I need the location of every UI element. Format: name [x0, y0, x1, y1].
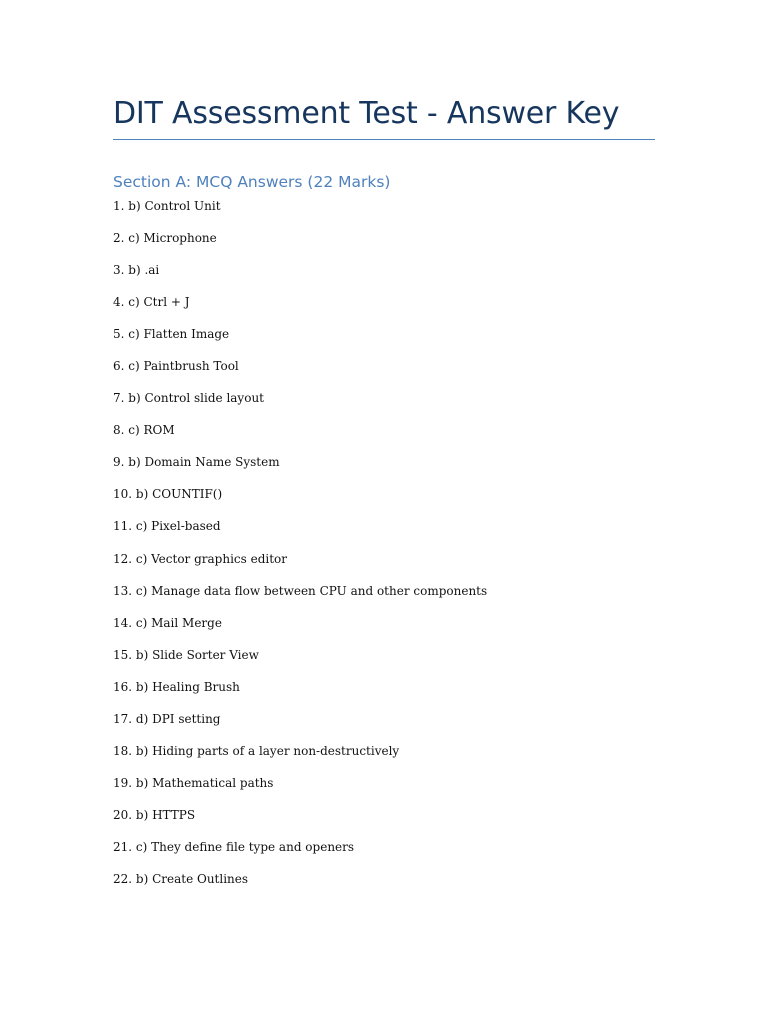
- answer-item: 7. b) Control slide layout: [113, 391, 264, 406]
- answer-list: [113, 196, 487, 901]
- answer-item: 15. b) Slide Sorter View: [113, 647, 259, 662]
- answer-item: 19. b) Mathematical paths: [113, 775, 274, 790]
- answer-item: 3. b) .ai: [113, 263, 160, 278]
- answer-item: 14. c) Mail Merge: [113, 615, 222, 630]
- answer-item: 18. b) Hiding parts of a layer non-destructively: [113, 743, 400, 758]
- section-a-heading: Section A: MCQ Answers (22 Marks): [113, 173, 391, 191]
- document-title: DIT Assessment Test - Answer Key: [113, 96, 620, 131]
- answer-item: 17. d) DPI setting: [113, 711, 221, 726]
- answer-item: 5. c) Flatten Image: [113, 327, 230, 342]
- answer-item: 20. b) HTTPS: [113, 807, 196, 822]
- answer-item: 6. c) Paintbrush Tool: [113, 359, 239, 374]
- answer-item: 4. c) Ctrl + J: [113, 295, 190, 310]
- answer-item: 2. c) Microphone: [113, 231, 217, 246]
- answer-item: 16. b) Healing Brush: [113, 679, 240, 694]
- title-underline-rule: [113, 139, 655, 140]
- answer-item: 8. c) ROM: [113, 423, 175, 438]
- answer-item: 22. b) Create Outlines: [113, 871, 249, 886]
- answer-item: 13. c) Manage data flow between CPU and other components: [113, 583, 488, 598]
- answer-item: 9. b) Domain Name System: [113, 455, 280, 470]
- answer-item: 12. c) Vector graphics editor: [113, 551, 288, 566]
- answer-item: 10. b) COUNTIF(): [113, 487, 223, 502]
- answer-item: 21. c) They define file type and openers: [113, 839, 355, 854]
- answer-item: 1. b) Control Unit: [113, 199, 221, 213]
- answer-item: 11. c) Pixel-based: [113, 519, 221, 534]
